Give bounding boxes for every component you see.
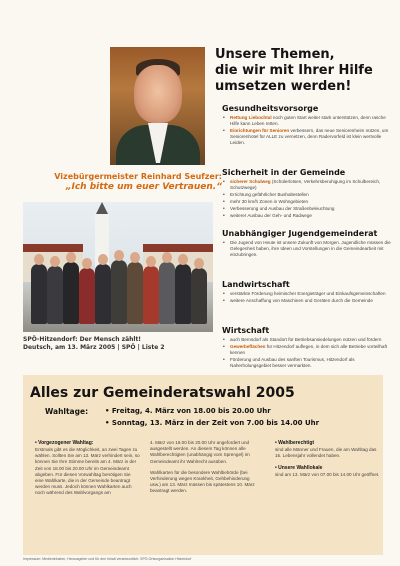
- list-item: • Gewerbeflächen für Hitzendorf auflegen, in dem sich alle Betriebe vorteilhaft kennen: [222, 344, 392, 356]
- group-photo: [23, 202, 213, 332]
- portrait-photo: [110, 47, 205, 165]
- section-title: Sicherheit in der Gemeinde: [222, 168, 346, 177]
- section-safety: [222, 168, 392, 220]
- quote-name: Vizebürgermeister Reinhard Seufzer:: [54, 172, 222, 181]
- list-item: • Die Jugend von Heute ist unsere Zukunft von Morgen. Jugendliche müssen die Gelegenheit haben, ihre Ideen und Vorstellungen in die Gemeindearbeit mit einzubringen.: [222, 240, 392, 258]
- col-text: sind alle Männer und Frauen, die am Wahltag das 16. Lebensjahr vollendet haben.: [275, 447, 377, 459]
- col-text-2: Wahlkarten für die besondere Wahlbehörde (bei Verhinderung wegen Krankheit, Gehbehinderung usw.) am 13. März müssen bis spätestens 10. März beantragt werden.: [150, 469, 255, 494]
- col-text: 4. März von 18.00 bis 20.00 Uhr angefordert und ausgestellt werden. An diesem Tag können alle Wahlberechtigten (unabhängig vom Sprengel) im Gemeindeamt ihr Wahlrecht ausüben.: [150, 440, 250, 464]
- section-agriculture: [222, 280, 392, 305]
- list-item: • sicherer Schulweg (Schülerlotsen, Verkehrsberuhigung im Schulbereich, Schutzwege): [222, 179, 392, 191]
- photo-caption-1: SPÖ-Hitzendorf: Der Mensch zählt!: [23, 336, 142, 343]
- list-item: • mehr 30 km/h Zonen in Wohngebieten: [222, 199, 392, 205]
- section-health: [222, 104, 392, 147]
- election-col-2: [150, 440, 255, 495]
- list-item: • Förderung und Ausbau des sanften Tourismus, Hitzendorf als Naherholungsgebiet besser vermarkten.: [222, 357, 392, 369]
- col-text: Erstmals gibt es die Möglichkeit, an zwei Tagen zu wählen. Sollten Sie am 13. März verhindert sein, so können Sie Ihre Stimme bereits am 4. März in der Zeit von 18.00 bis 20.00 Uhr im Gemeindeamt abgeben. Für diesen Vorwahltag benötigen Sie eine Wahlkarte, die in der Gemeinde beantragt werden muss. Jedoch können Wahlkarten auch noch während des Wahlvorgangs am: [35, 447, 140, 496]
- section-title: Landwirtschaft: [222, 280, 290, 289]
- list-item: • verstärkte Förderung heimischer Energieträger und Einkaufsgemeinschaften: [222, 291, 392, 297]
- election-col-1: [35, 440, 140, 497]
- section-title: Unabhängiger Jugendgemeinderat: [222, 229, 378, 238]
- col-title-2: • Unsere Wahllokale: [275, 465, 323, 472]
- list-item: • weiterer Ausbau der Geh- und Radwege: [222, 213, 392, 219]
- section-title: Gesundheitsvorsorge: [222, 104, 319, 113]
- election-date-1: • Freitag, 4. März von 18.00 bis 20.00 Uhr: [105, 407, 271, 415]
- list-item: • Errichtung gefährlicher Bushaltestellen: [222, 192, 392, 198]
- list-item: • Einrichtungen für Senioren verbessern, das neue Seniorenheim nützen, um Seniorenhotel für ALLE zu vernetzen, denn Radervorfeld ist klein wertvolle Leiden.: [222, 128, 392, 146]
- election-title: Alles zur Gemeinderatswahl 2005: [30, 385, 295, 401]
- list-item: • Verbesserung und Ausbau der Straßenbeleuchtung: [222, 206, 392, 212]
- list-item: • Rettung Liebochtal noch guten Start weiter stark unterstützen, denn rasche Hilfe kann Leben retten.: [222, 115, 392, 127]
- headline: [215, 47, 395, 95]
- photo-caption-2: Deutsch, am 13. März 2005 | SPÖ | Liste 2: [23, 344, 165, 351]
- col-text-2: sind am 13. März von 07.00 bis 14.00 Uhr geöffnet.: [275, 472, 380, 478]
- section-economy: [222, 326, 392, 370]
- quote-text: „Ich bitte um euer Vertrauen.“: [65, 182, 222, 192]
- col-title: • Vorgezogener Wahltag:: [35, 440, 94, 446]
- section-title: Wirtschaft: [222, 326, 270, 335]
- list-item: • auch Bernsdorf als Standort für Betriebsansiedelungen nützen und fördern: [222, 337, 392, 343]
- headline-line-3: umsetzen werden!: [215, 78, 352, 94]
- list-item: • weitere Anschaffung von Maschinen und Geräten durch die Gemeinde: [222, 298, 392, 304]
- election-date-2: • Sonntag, 13. März in der Zeit von 7.00 bis 14.00 Uhr: [105, 419, 320, 427]
- election-col-3: [275, 440, 380, 479]
- section-youth: [222, 229, 392, 259]
- imprint: Impressum: Medieninhaber, Herausgeber und für den Inhalt verantwortlich: SPÖ-Ortsorganisation Hitzendorf: [23, 557, 192, 561]
- election-days-label: Wahltage:: [45, 407, 89, 416]
- headline-line-2: die wir mit Ihrer Hilfe: [215, 62, 373, 78]
- headline-line-1: Unsere Themen,: [215, 47, 335, 62]
- col-title: • Wahlberechtigt: [275, 440, 315, 446]
